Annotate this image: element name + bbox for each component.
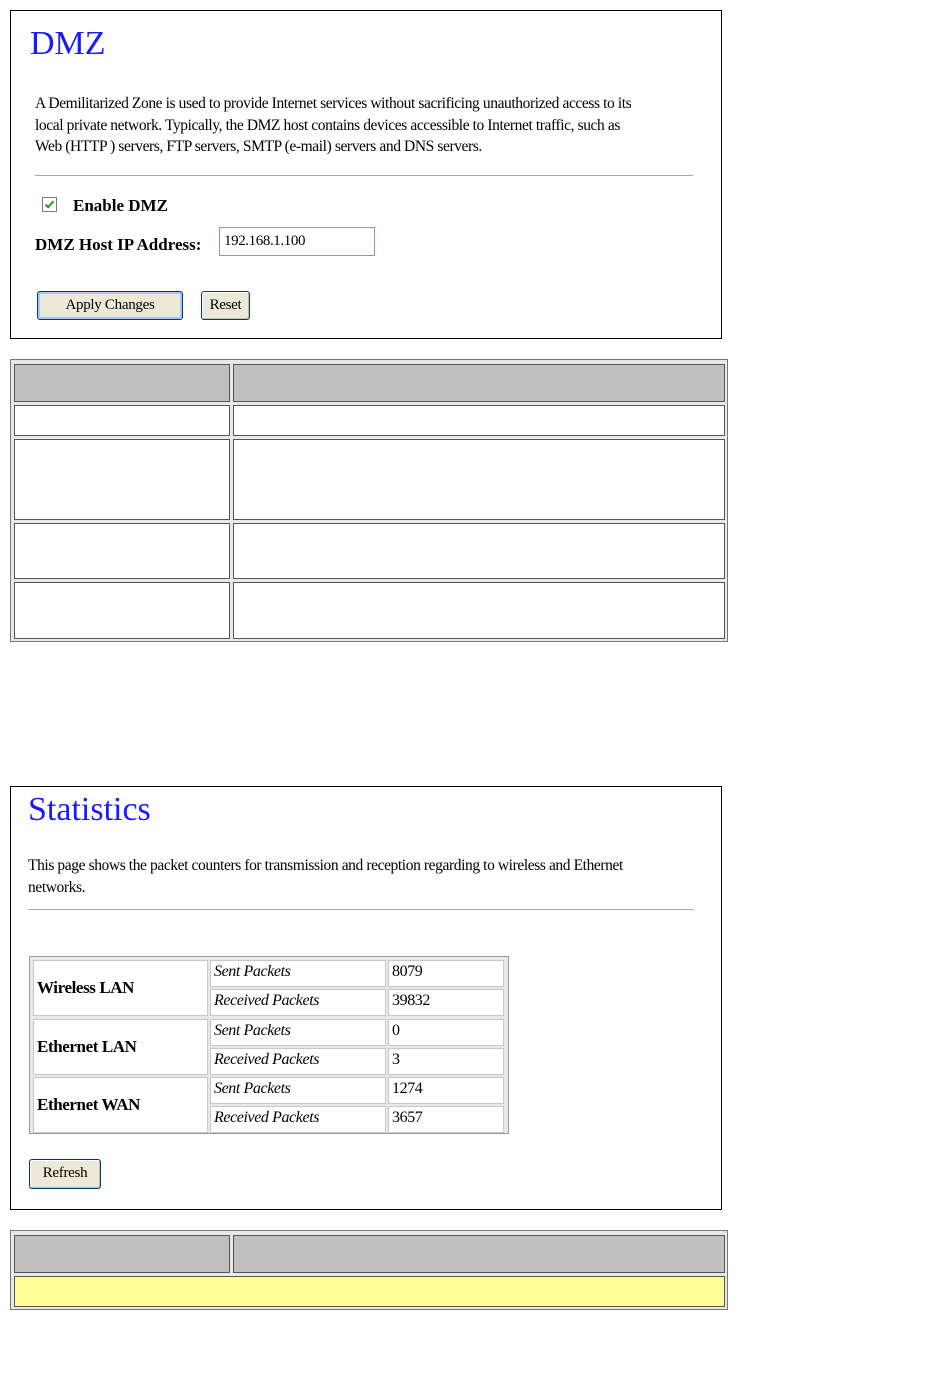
received-packets-label: Received Packets [210, 1106, 386, 1133]
help-header-cell [233, 1235, 725, 1273]
statistics-table [29, 956, 509, 1134]
description-line: A Demilitarized Zone is used to provide Internet services without sacrificing unauthorized access to its [35, 95, 632, 112]
dmz-host-ip-input[interactable]: 192.168.1.100 [219, 227, 375, 256]
help-highlight-row [14, 1276, 725, 1307]
group-ethernet-lan: Ethernet LAN [33, 1019, 208, 1075]
help-cell [233, 582, 725, 639]
sent-packets-value: 0 [388, 1019, 504, 1046]
sent-packets-label: Sent Packets [210, 1077, 386, 1104]
dmz-description [35, 93, 705, 158]
help-header-cell [14, 1235, 230, 1273]
enable-dmz-checkbox[interactable] [42, 197, 57, 212]
refresh-button[interactable]: Refresh [29, 1159, 101, 1189]
sent-packets-value: 1274 [388, 1077, 504, 1104]
sent-packets-label: Sent Packets [210, 1019, 386, 1046]
received-packets-value: 3657 [388, 1106, 504, 1133]
received-packets-value: 39832 [388, 989, 504, 1016]
reset-button[interactable]: Reset [201, 291, 250, 320]
help-cell [14, 523, 230, 579]
divider [35, 175, 693, 177]
checkmark-icon [44, 199, 55, 210]
dmz-host-ip-label: DMZ Host IP Address: [35, 235, 202, 254]
apply-changes-button[interactable]: Apply Changes [37, 291, 183, 320]
dmz-panel [10, 10, 722, 339]
sent-packets-label: Sent Packets [210, 960, 386, 987]
description-line: Web (HTTP ) servers, FTP servers, SMTP (e-mail) servers and DNS servers. [35, 138, 482, 155]
description-line: networks. [28, 878, 86, 896]
dmz-help-table [10, 359, 728, 642]
sent-packets-value: 8079 [388, 960, 504, 987]
description-line: local private network. Typically, the DMZ host contains devices accessible to Internet traffic, such as [35, 116, 620, 134]
statistics-panel [10, 786, 722, 1210]
help-cell [14, 582, 230, 639]
page-title: DMZ [30, 25, 106, 62]
statistics-description [28, 855, 708, 898]
group-ethernet-wan: Ethernet WAN [33, 1077, 208, 1133]
statistics-help-table [10, 1230, 728, 1310]
help-header-cell [14, 364, 230, 402]
description-line: This page shows the packet counters for transmission and reception regarding to wireless and Ethernet [28, 857, 623, 874]
divider [28, 909, 694, 911]
enable-dmz-label: Enable DMZ [73, 196, 168, 215]
help-cell [14, 405, 230, 436]
help-cell [14, 439, 230, 520]
help-header-cell [233, 364, 725, 402]
help-cell [233, 523, 725, 579]
help-cell [233, 405, 725, 436]
received-packets-label: Received Packets [210, 1048, 386, 1075]
help-cell [233, 439, 725, 520]
group-wireless-lan: Wireless LAN [33, 960, 208, 1016]
received-packets-label: Received Packets [210, 989, 386, 1016]
received-packets-value: 3 [388, 1048, 504, 1075]
page-title: Statistics [28, 791, 151, 828]
